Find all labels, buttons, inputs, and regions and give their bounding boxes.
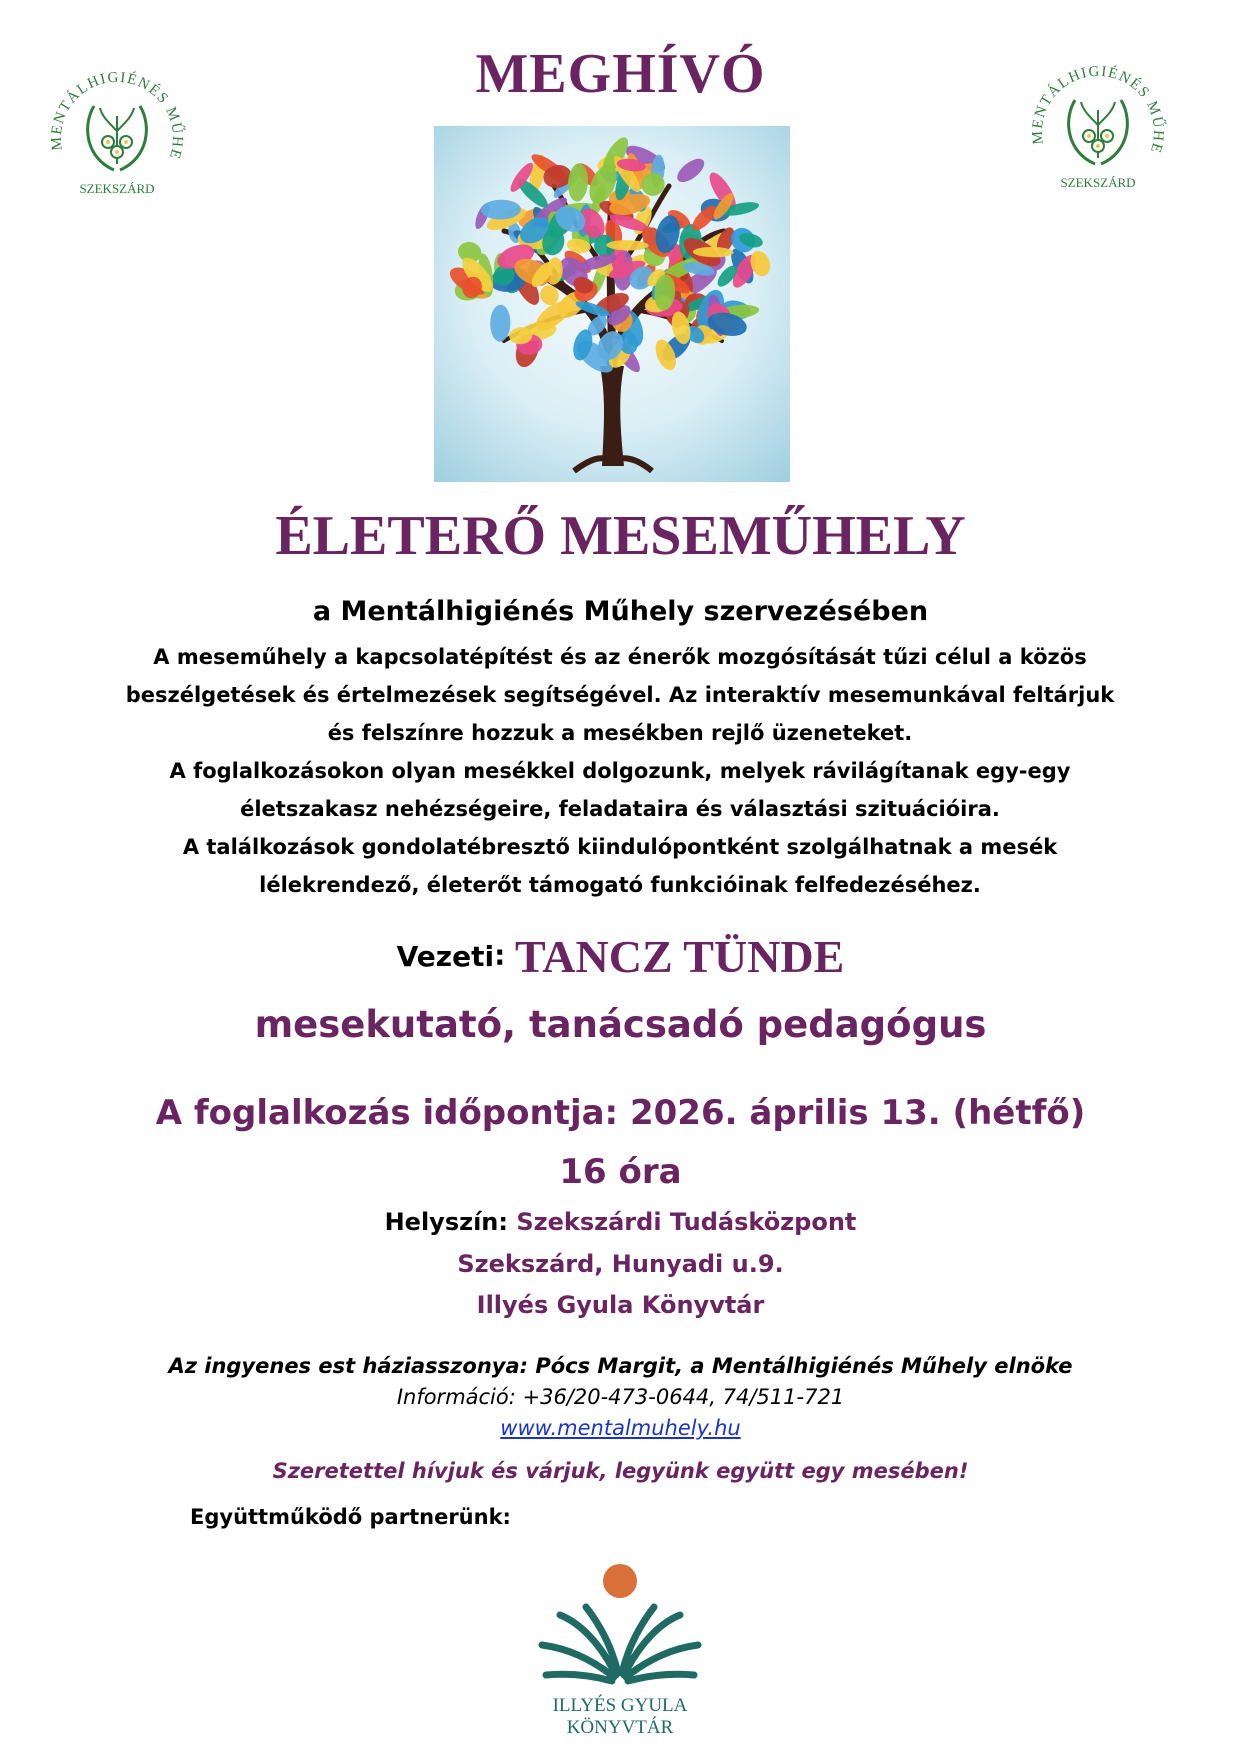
leader-role: mesekutató, tanácsadó pedagógus: [254, 1003, 987, 1046]
description-line: A foglalkozásokon olyan mesékkel dolgozunk, melyek rávilágítanak egy-egy: [169, 759, 1071, 783]
location-library: Illyés Gyula Könyvtár: [476, 1291, 765, 1319]
closing-line: Szeretettel hívjuk és várjuk, legyünk együtt egy mesében!: [272, 1459, 969, 1483]
svg-text:MENTÁLHIGIÉNÉS MŰHELY: MENTÁLHIGIÉNÉS MŰHE: [48, 69, 186, 162]
invitation-title: MEGHÍVÓ: [475, 43, 766, 105]
leader-colon: :: [494, 938, 506, 972]
location-colon: :: [498, 1208, 517, 1236]
svg-text:SZEKSZÁRD: SZEKSZÁRD: [1060, 175, 1136, 190]
event-description: [120, 638, 1120, 904]
tree-of-life-illustration: [434, 126, 790, 482]
svg-text:KÖNYVTÁR: KÖNYVTÁR: [566, 1717, 674, 1738]
location-venue: Szekszárdi Tudásközpont: [516, 1208, 857, 1236]
host-line: Az ingyenes est háziasszonya: Pócs Margit, a Mentálhigiénés Műhely elnöke: [168, 1354, 1073, 1378]
leader-name: TANCZ TÜNDE: [515, 931, 845, 982]
event-datetime: A foglalkozás időpontja: 2026. április 13. (hétfő): [155, 1093, 1086, 1133]
website-link[interactable]: www.mentalmuhely.hu: [500, 1416, 741, 1440]
leader-label: Vezeti: [396, 940, 495, 973]
info-line: Információ: +36/20-473-0644, 74/511-721: [396, 1385, 845, 1409]
event-title: ÉLETERŐ MESEMŰHELY: [275, 505, 966, 567]
event-hour: 16 óra: [559, 1152, 682, 1192]
leaf: [673, 154, 708, 186]
illyes-gyula-library-logo: [520, 1563, 720, 1743]
location-address: Szekszárd, Hunyadi u.9.: [457, 1250, 784, 1278]
svg-text:ILLYÉS GYULA: ILLYÉS GYULA: [552, 1695, 688, 1716]
leader-line: [0, 930, 1241, 983]
svg-text:SZEKSZÁRD: SZEKSZÁRD: [79, 181, 155, 196]
description-line: életszakasz nehézségeire, feladataira és választási szituációira.: [240, 797, 1000, 821]
description-line: és felszínre hozzuk a mesékben rejlő üzeneteket.: [327, 721, 913, 745]
event-subtitle: a Mentálhigiénés Műhely szervezésében: [312, 596, 929, 627]
location-label: Helyszín: [384, 1208, 499, 1236]
location-line: [0, 1208, 1241, 1236]
leaf: [490, 305, 511, 342]
partner-label: Együttműködő partnerünk:: [190, 1505, 511, 1529]
description-line: A találkozások gondolatébresztő kiindulópontként szolgálhatnak a mesék: [182, 835, 1058, 859]
description-line: A meseműhely a kapcsolatépítést és az énerők mozgósítását tűzi célul a közös: [153, 645, 1087, 669]
description-line: lélekrendező, életerőt támogató funkcióinak felfedezéséhez.: [259, 873, 981, 897]
description-line: beszélgetések és értelmezések segítségével. Az interaktív mesemunkával feltárjuk: [125, 683, 1115, 707]
svg-text:MENTÁLHIGIÉNÉS MŰHELY: MENTÁLHIGIÉNÉS MŰHE: [1029, 63, 1167, 156]
